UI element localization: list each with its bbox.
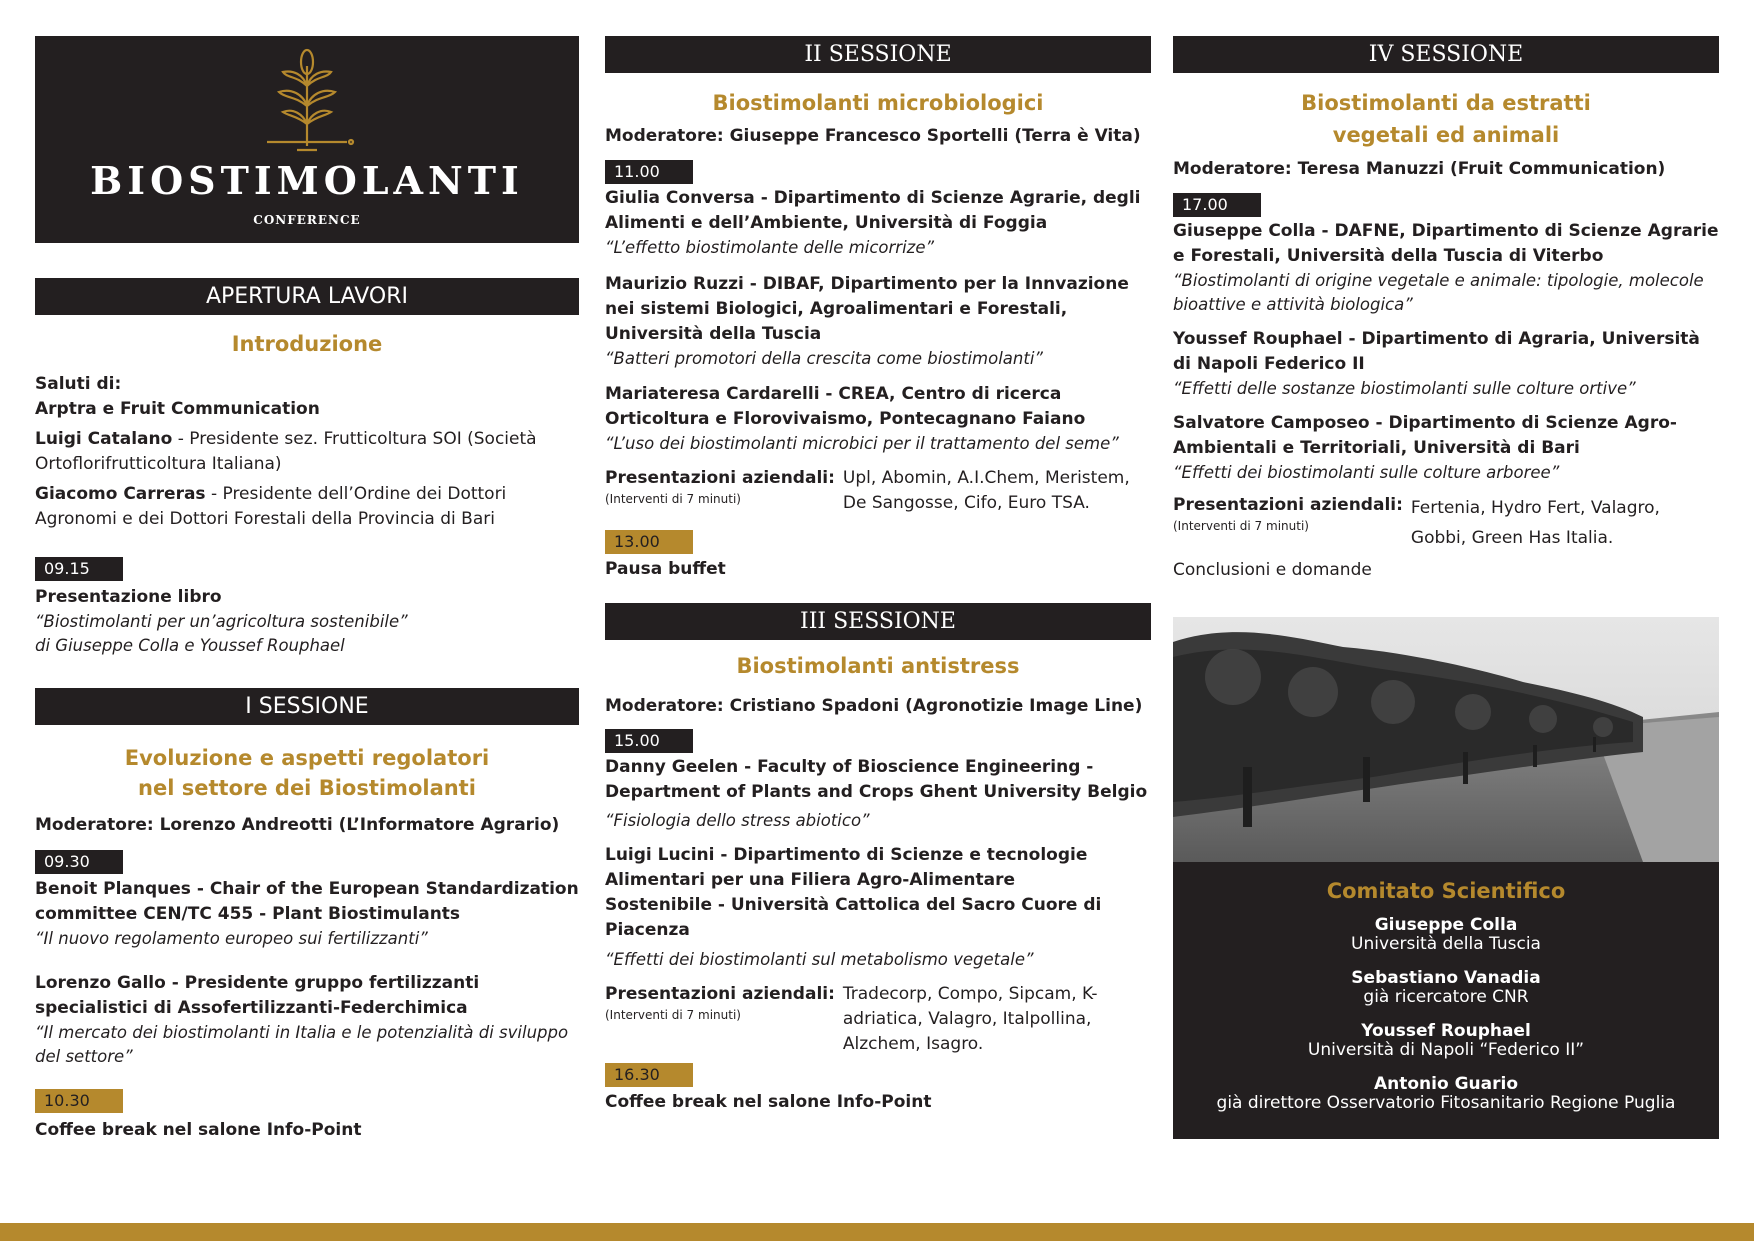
book-title: Presentazione libro xyxy=(35,587,222,607)
scientific-committee xyxy=(1173,862,1719,1139)
member-role: Università della Tuscia xyxy=(1351,934,1541,954)
apertura-title: Introduzione xyxy=(231,332,383,356)
time-badge: 10.30 xyxy=(35,1089,123,1113)
time-badge: 11.00 xyxy=(605,160,693,184)
committee-member xyxy=(1173,1022,1719,1060)
session1-title-line: Evoluzione e aspetti regolatori xyxy=(124,746,490,770)
session2-moderator: Moderatore: Giuseppe Francesco Sportelli (Terra è Vita) xyxy=(605,126,1141,146)
member-name: Youssef Rouphael xyxy=(1361,1021,1531,1041)
talk-speaker: Danny Geelen - Faculty of Bioscience Engineering - Department of Plants and Crops Ghent University Belgio xyxy=(605,757,1148,802)
session3-header: III SESSIONE xyxy=(605,603,1151,640)
presentations-note: (Interventi di 7 minuti) xyxy=(1173,519,1309,533)
column-right xyxy=(1173,36,1719,1139)
time-badge: 17.00 xyxy=(1173,193,1261,217)
talk-speaker: Maurizio Ruzzi - DIBAF, Dipartimento per la Innvazione nei sistemi Biologici, Agroalimentari e Forestali, Università della Tuscia xyxy=(605,274,1129,344)
committee-member xyxy=(1173,1075,1719,1113)
member-role: Università di Napoli “Federico II” xyxy=(1307,1040,1585,1060)
talk-speaker: Giuseppe Colla - DAFNE, Dipartimento di Scienze Agrarie e Forestali, Università della Tuscia di Viterbo xyxy=(1173,221,1719,266)
session4-title-line: Biostimolanti da estratti xyxy=(1301,91,1591,115)
committee-title: Comitato Scientifico xyxy=(1326,879,1566,903)
presentations-label-group xyxy=(605,982,835,1057)
time-badge: 16.30 xyxy=(605,1063,693,1087)
presentations-label-group xyxy=(605,466,835,516)
presentations-list: Tradecorp, Compo, Sipcam, K-adriatica, Valagro, Italpollina, Alzchem, Isagro. xyxy=(842,984,1098,1054)
talk-title: “Effetti delle sostanze biostimolanti sulle colture ortive” xyxy=(1173,379,1636,398)
talk-title: “Fisiologia dello stress abiotico” xyxy=(605,811,870,830)
company-presentations xyxy=(605,982,1151,1057)
session4-moderator: Moderatore: Teresa Manuzzi (Fruit Communication) xyxy=(1173,159,1666,179)
member-name: Antonio Guario xyxy=(1373,1074,1518,1094)
time-badge: 15.00 xyxy=(605,729,693,753)
talk-title: “Batteri promotori della crescita come biostimolanti” xyxy=(605,349,1043,368)
presentations-list: Upl, Abomin, A.I.Chem, Meristem, De Sangosse, Cifo, Euro TSA. xyxy=(842,468,1130,513)
presentations-list: Fertenia, Hydro Fert, Valagro, Gobbi, Green Has Italia. xyxy=(1410,498,1660,548)
time-badge: 09.30 xyxy=(35,850,123,874)
talk-title: “Il nuovo regolamento europeo sui fertilizzanti” xyxy=(35,929,428,948)
coffee-break: Coffee break nel salone Info-Point xyxy=(35,1120,362,1140)
talk-speaker: Salvatore Camposeo - Dipartimento di Scienze Agro-Ambientali e Territoriali, Università di Bari xyxy=(1173,413,1677,458)
company-presentations xyxy=(1173,493,1719,553)
orchard-photo xyxy=(1173,617,1719,862)
presentations-label: Presentazioni aziendali: xyxy=(605,984,835,1004)
speaker-role: - Presidente dell’Ordine dei Dottori Agronomi e dei Dottori Forestali della Provincia di Bari xyxy=(35,484,507,529)
logo-title: BIOSTIMOLANTI xyxy=(90,158,524,203)
talk-title: “Effetti dei biostimolanti sulle colture arboree” xyxy=(1173,463,1560,482)
session3-title: Biostimolanti antistress xyxy=(736,654,1020,678)
buffet-break: Pausa buffet xyxy=(605,559,726,579)
presentations-note: (Interventi di 7 minuti) xyxy=(605,492,741,506)
talk-speaker: Lorenzo Gallo - Presidente gruppo fertilizzanti specialistici di Assofertilizzanti-Federchimica xyxy=(35,973,480,1018)
closing-remarks: Conclusioni e domande xyxy=(1173,560,1372,580)
logo-subtitle: CONFERENCE xyxy=(253,213,361,227)
session1-title-line: nel settore dei Biostimolanti xyxy=(138,776,476,800)
session4-title-line: vegetali ed animali xyxy=(1332,123,1560,147)
time-badge: 13.00 xyxy=(605,530,693,554)
plant-sprout-icon xyxy=(257,46,357,156)
talk-speaker: Giulia Conversa - Dipartimento di Scienze Agrarie, degli Alimenti e dell’Ambiente, Università di Foggia xyxy=(605,188,1141,233)
session1-moderator: Moderatore: Lorenzo Andreotti (L’Informatore Agrario) xyxy=(35,815,560,835)
speaker-carreras xyxy=(35,482,579,532)
committee-member xyxy=(1173,916,1719,954)
member-role: già ricercatore CNR xyxy=(1363,987,1529,1007)
apertura-header: APERTURA LAVORI xyxy=(35,278,579,315)
talk-title: “Biostimolanti di origine vegetale e animale: tipologie, molecole bioattive e attività biologica” xyxy=(1173,271,1704,314)
talk-title: “L’effetto biostimolante delle micorrize” xyxy=(605,238,935,257)
presentations-label-group xyxy=(1173,493,1403,553)
session2-header: II SESSIONE xyxy=(605,36,1151,73)
session1-header: I SESSIONE xyxy=(35,688,579,725)
talk-title: “Effetti dei biostimolanti sul metabolismo vegetale” xyxy=(605,950,1034,969)
member-role: già direttore Osservatorio Fitosanitario Regione Puglia xyxy=(1216,1093,1676,1113)
talk-title: “Il mercato dei biostimolanti in Italia e le potenzialità di sviluppo del settore” xyxy=(35,1023,569,1066)
company-presentations xyxy=(605,466,1151,516)
time-badge: 09.15 xyxy=(35,557,123,581)
member-name: Giuseppe Colla xyxy=(1374,915,1518,935)
committee-member xyxy=(1173,969,1719,1007)
talk-title: “L’uso dei biostimolanti microbici per il trattamento del seme” xyxy=(605,434,1119,453)
book-authors: di Giuseppe Colla e Youssef Rouphael xyxy=(35,636,345,655)
talk-speaker: Youssef Rouphael - Dipartimento di Agraria, Università di Napoli Federico II xyxy=(1173,329,1700,374)
presentations-label: Presentazioni aziendali: xyxy=(605,468,835,488)
session4-header: IV SESSIONE xyxy=(1173,36,1719,73)
talk-speaker: Luigi Lucini - Dipartimento di Scienze e tecnologie Alimentari per una Filiera Agro-Alimentare Sostenibile - Università Cattolica del Sacro Cuore di Piacenza xyxy=(605,845,1102,940)
conference-logo xyxy=(35,36,579,243)
talk-speaker: Benoit Planques - Chair of the European Standardization committee CEN/TC 455 - Plant Biostimulants xyxy=(35,879,579,924)
presentations-note: (Interventi di 7 minuti) xyxy=(605,1008,741,1022)
speaker-name: Luigi Catalano xyxy=(35,429,173,449)
speaker-role: - Presidente sez. Frutticoltura SOI (Società Ortoflorifrutticoltura Italiana) xyxy=(35,429,537,474)
member-name: Sebastiano Vanadia xyxy=(1351,968,1541,988)
speaker-name: Giacomo Carreras xyxy=(35,484,206,504)
bottom-gold-strip xyxy=(0,1223,1754,1241)
column-middle xyxy=(605,36,1151,1115)
coffee-break: Coffee break nel salone Info-Point xyxy=(605,1092,932,1112)
speaker-catalano xyxy=(35,427,579,477)
session4-title xyxy=(1173,87,1719,151)
session3-moderator: Moderatore: Cristiano Spadoni (Agronotizie Image Line) xyxy=(605,696,1143,716)
talk-speaker: Mariateresa Cardarelli - CREA, Centro di ricerca Orticoltura e Florovivaismo, Pontecagnano Faiano xyxy=(605,384,1086,429)
column-left xyxy=(35,36,579,1143)
book-line: “Biostimolanti per un’agricoltura sostenibile” xyxy=(35,612,408,631)
session2-title: Biostimolanti microbiologici xyxy=(712,91,1044,115)
session1-title xyxy=(35,743,579,803)
saluti-org: Arptra e Fruit Communication xyxy=(35,399,320,419)
presentations-label: Presentazioni aziendali: xyxy=(1173,495,1403,515)
saluti-label: Saluti di: xyxy=(35,374,122,394)
